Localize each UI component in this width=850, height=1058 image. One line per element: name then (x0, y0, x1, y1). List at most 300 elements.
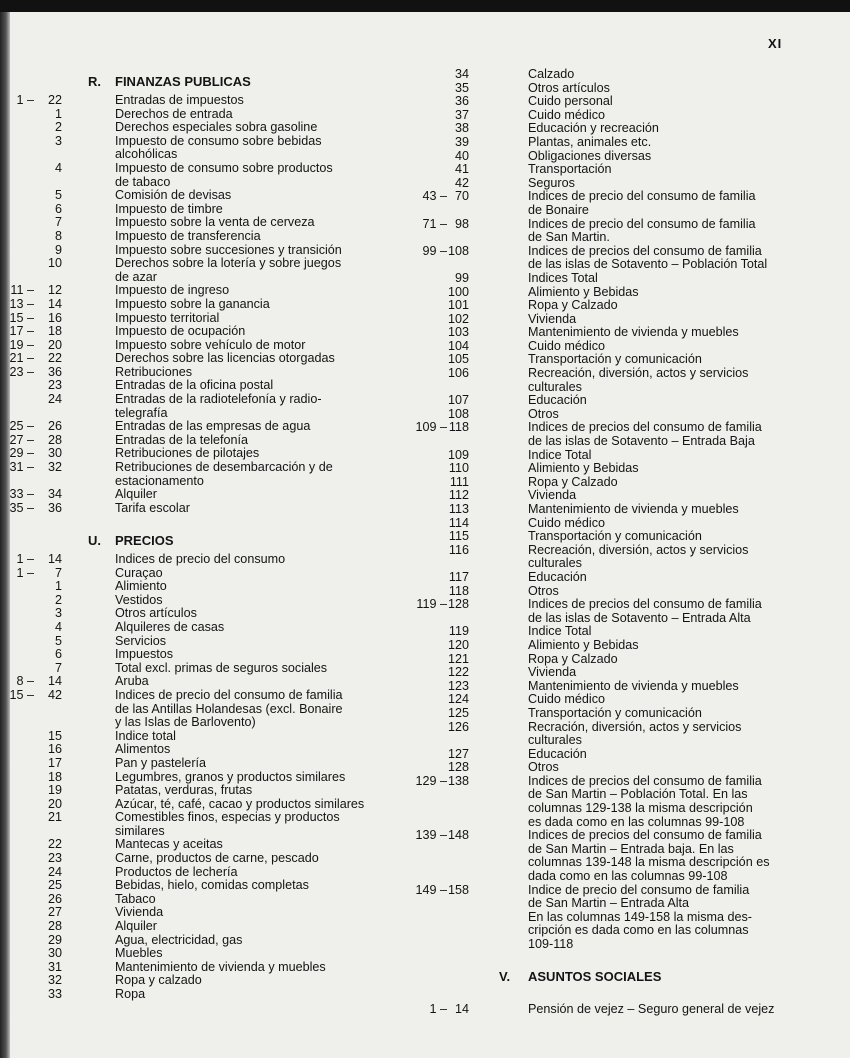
index-entry (0, 866, 420, 880)
index-entry (0, 838, 420, 852)
index-entry (0, 230, 420, 244)
entry-description: Impuesto de ingreso (115, 283, 230, 298)
entry-description: Recreación, diversión, actos y servicios (528, 542, 749, 557)
index-entry (395, 544, 795, 558)
entry-description: Retribuciones (115, 364, 193, 379)
section-spacer (0, 515, 420, 529)
column-number: 23 (47, 378, 62, 393)
entry-description: Total excl. primas de seguros sociales (115, 660, 328, 675)
column-number: 21 (47, 810, 62, 825)
column-number: 113 (448, 502, 469, 516)
column-number: 28 (47, 919, 62, 934)
index-entry (0, 988, 420, 1002)
column-number: 14 (47, 674, 62, 689)
entry-description: Seguros (528, 175, 575, 190)
index-entry (395, 884, 795, 898)
entry-description: Legumbres, granos y productos similares (115, 769, 346, 784)
entry-description: Otros (528, 583, 559, 598)
column-number: 127 (447, 746, 469, 761)
entry-description: Carne, productos de carne, pescado (115, 851, 319, 866)
column-number: 119 (448, 624, 469, 639)
index-entry (0, 434, 420, 448)
index-entry (0, 461, 420, 475)
entry-description: Indices de precio del consumo de familia (115, 687, 343, 702)
column-range-start: 13 – (9, 296, 34, 311)
column-number: 111 (449, 474, 469, 489)
column-number: 28 (47, 432, 62, 447)
index-entry (0, 675, 420, 689)
entry-description: Tabaco (115, 891, 156, 906)
entry-description: Impuesto sobre succesiones y transición (115, 242, 342, 257)
column-range-start: 109 – (415, 420, 447, 435)
entry-description: de las Antillas Holandesas (excl. Bonaire (115, 701, 343, 716)
entry-description: Educación (528, 393, 587, 408)
column-number: 108 (447, 243, 469, 258)
column-number: 70 (454, 189, 469, 204)
index-entry (0, 352, 420, 366)
entry-description: Indice Total (528, 624, 592, 639)
column-range-start: 17 – (9, 324, 34, 339)
entry-description: Indices de precio del consumo de familia (528, 216, 756, 231)
column-number: 16 (47, 310, 62, 325)
entry-description: Impuesto de consumo sobre bebidas (115, 133, 322, 148)
column-number: 121 (447, 651, 469, 666)
entry-description: de tabaco (115, 174, 171, 189)
column-number: 7 (54, 215, 62, 230)
entry-description: Patatas, verduras, frutas (115, 783, 253, 798)
column-range-start: 33 – (9, 487, 34, 502)
section-title: ASUNTOS SOCIALES (528, 969, 662, 985)
entry-description: Impuesto de consumo sobre productos (115, 160, 333, 175)
section-letter: R. (88, 74, 101, 89)
index-entry-continuation (395, 924, 795, 938)
index-entry (395, 829, 795, 843)
entry-description: Alquileres de casas (115, 619, 225, 634)
entry-description: Derechos especiales sobra gasoline (115, 120, 318, 135)
index-entry (0, 580, 420, 594)
entry-description: Comisión de devisas (115, 188, 232, 203)
column-range-start: 99 – (422, 243, 447, 258)
column-number: 118 (448, 420, 469, 435)
index-entry (0, 121, 420, 135)
entry-description: Entradas de impuestos (115, 93, 244, 107)
index-entry (395, 68, 795, 82)
index-entry (0, 852, 420, 866)
index-entry (395, 245, 795, 259)
index-entry (0, 339, 420, 353)
entry-description: Vestidos (115, 592, 163, 607)
section-title: FINANZAS PUBLICAS (115, 74, 251, 89)
column-number: 37 (454, 107, 469, 122)
index-entry (395, 367, 795, 381)
entry-description: Recración, diversión, actos y servicios (528, 719, 742, 734)
column-number: 148 (447, 828, 469, 843)
column-number: 32 (47, 973, 62, 988)
entry-description: de San Martin – Población Total. En las (528, 787, 748, 802)
entry-description: Educación (528, 746, 587, 761)
column-number: 17 (47, 755, 62, 770)
entry-description: Ropa (115, 987, 146, 1001)
index-entry (0, 906, 420, 920)
index-entry (395, 122, 795, 136)
column-number: 31 (47, 959, 62, 974)
entry-description: estacionamento (115, 473, 204, 488)
index-entry (0, 893, 420, 907)
entry-description: Vivienda (528, 488, 577, 503)
right-column (395, 68, 795, 1016)
entry-description: Productos de lechería (115, 864, 238, 879)
scan-top-border (0, 0, 850, 12)
entry-description: de San Martin. (528, 230, 610, 245)
index-entry (0, 879, 420, 893)
index-entry (0, 94, 420, 108)
index-entry (0, 135, 420, 149)
index-entry (395, 489, 795, 503)
column-number: 38 (454, 121, 469, 136)
index-entry (0, 621, 420, 635)
entry-description: de las islas de Sotavento – Entrada Baja (528, 434, 755, 449)
column-number: 116 (448, 542, 469, 557)
index-entry (0, 325, 420, 339)
column-number: 123 (447, 678, 469, 693)
entry-description: Impuesto de transferencia (115, 228, 261, 243)
entry-description: Impuesto sobre la ganancia (115, 296, 270, 311)
index-entry (0, 420, 420, 434)
column-number: 105 (447, 352, 469, 367)
column-range-start: 15 – (9, 310, 34, 325)
entry-description: Cuido médico (528, 692, 606, 707)
index-entry (0, 553, 420, 567)
column-number: 15 (47, 728, 62, 743)
entry-description: Mantecas y aceitas (115, 837, 223, 852)
column-number: 35 (454, 80, 469, 95)
index-entry (395, 353, 795, 367)
column-number: 7 (54, 660, 62, 675)
index-entry (0, 108, 420, 122)
index-entry (0, 366, 420, 380)
column-range-start: 29 – (9, 446, 34, 461)
index-entry (395, 517, 795, 531)
entry-description: Impuesto sobre vehículo de motor (115, 337, 306, 352)
index-entry (395, 571, 795, 585)
index-entry (395, 136, 795, 150)
column-number: 23 (47, 851, 62, 866)
entry-description: Servicios (115, 633, 167, 648)
column-range-start: 1 – (16, 93, 34, 107)
column-number: 16 (47, 742, 62, 757)
column-number: 98 (454, 216, 469, 231)
entry-description: Plantas, animales etc. (528, 134, 652, 149)
entry-description: y las Islas de Barlovento) (115, 715, 256, 730)
section-title: PRECIOS (115, 533, 174, 548)
column-number: 18 (47, 769, 62, 784)
entry-description: Alimiento y Bebidas (528, 461, 639, 476)
entry-description: de azar (115, 269, 158, 284)
index-entry-continuation (395, 843, 795, 857)
column-number: 117 (448, 569, 469, 584)
entry-description: Alimentos (115, 742, 171, 757)
column-range-start: 27 – (9, 432, 34, 447)
entry-description: Ropa y calzado (115, 973, 202, 988)
entry-description: culturales (528, 733, 582, 748)
section-spacer (395, 989, 795, 1003)
entry-description: de Bonaire (528, 202, 589, 217)
column-number: 110 (448, 461, 469, 476)
entry-description: de San Martin – Entrada Alta (528, 896, 690, 911)
column-number: 107 (447, 393, 469, 408)
entry-description: Impuesto de timbre (115, 201, 223, 216)
index-entry (395, 190, 795, 204)
entry-description: Curaçao (115, 565, 163, 580)
column-number: 102 (447, 311, 469, 326)
index-entry (0, 216, 420, 230)
entry-description: Mantenimiento de vivienda y muebles (528, 502, 739, 516)
index-entry (0, 393, 420, 407)
index-entry (395, 95, 795, 109)
column-number: 32 (47, 460, 62, 475)
index-entry-continuation (0, 148, 420, 162)
index-entry (0, 662, 420, 676)
index-entry (0, 162, 420, 176)
index-entry-continuation (0, 475, 420, 489)
column-number: 8 (54, 228, 62, 243)
index-entry (0, 447, 420, 461)
index-entry (0, 689, 420, 703)
column-number: 18 (47, 324, 62, 339)
entry-description: Impuestos (115, 647, 174, 662)
column-range-start: 129 – (415, 773, 447, 788)
index-entry (395, 408, 795, 422)
entry-description: Azúcar, té, café, cacao y productos similares (115, 796, 365, 811)
entry-description: Mantenimiento de vivienda y muebles (528, 325, 739, 340)
column-number: 4 (54, 160, 62, 175)
entry-description: columnas 139-148 la misma descripción es (528, 855, 770, 870)
entry-description: Obligaciones diversas (528, 148, 652, 163)
entry-description: Mantenimiento de vivienda y muebles (115, 959, 326, 974)
section-letter: U. (88, 533, 101, 548)
index-entry (0, 811, 420, 825)
index-entry (395, 177, 795, 191)
index-entry-continuation (395, 381, 795, 395)
index-entry (395, 299, 795, 313)
index-entry (0, 784, 420, 798)
index-entry-continuation (395, 856, 795, 870)
index-entry (0, 947, 420, 961)
entry-description: Impuesto sobre la venta de cerveza (115, 215, 315, 230)
column-number: 118 (448, 583, 469, 598)
index-entry (395, 313, 795, 327)
column-number: 6 (54, 647, 62, 662)
entry-description: Alimiento y Bebidas (528, 284, 639, 299)
entry-description: Indices de precios del consumo de familia (528, 773, 762, 788)
index-entry (395, 530, 795, 544)
index-entry (0, 189, 420, 203)
section-spacer (395, 952, 795, 966)
index-entry-continuation (395, 938, 795, 952)
index-entry (395, 218, 795, 232)
column-number: 128 (447, 760, 469, 775)
column-range-start: 19 – (9, 337, 34, 352)
column-number: 120 (447, 637, 469, 652)
column-number: 114 (448, 515, 469, 530)
entry-description: alcohólicas (115, 147, 178, 162)
column-number: 9 (54, 242, 62, 257)
index-entry-continuation (395, 911, 795, 925)
entry-description: Calzado (528, 67, 575, 81)
column-number: 42 (454, 175, 469, 190)
entry-description: culturales (528, 379, 582, 394)
column-number: 1 (54, 106, 62, 121)
section-heading (0, 72, 420, 92)
entry-description: Indices de precios del consumo de familia (528, 243, 762, 258)
index-entry (395, 748, 795, 762)
index-entry (0, 284, 420, 298)
index-entry (395, 666, 795, 680)
entry-description: Entradas de la oficina postal (115, 378, 274, 393)
column-number: 3 (54, 606, 62, 621)
index-entry-continuation (395, 557, 795, 571)
entry-description: de San Martin – Entrada baja. En las (528, 841, 734, 856)
column-number: 5 (54, 633, 62, 648)
entry-description: Alquiler (115, 919, 157, 934)
index-entry (395, 326, 795, 340)
index-entry (0, 798, 420, 812)
column-number: 24 (47, 392, 62, 407)
index-entry-continuation (395, 802, 795, 816)
index-entry-continuation (395, 788, 795, 802)
index-entry (395, 707, 795, 721)
column-number: 20 (47, 796, 62, 811)
index-entry-continuation (0, 176, 420, 190)
entry-description: Vivienda (528, 665, 577, 680)
index-entry (0, 757, 420, 771)
column-number: 125 (447, 705, 469, 720)
column-number: 100 (447, 284, 469, 299)
column-number: 42 (47, 687, 62, 702)
index-entry (395, 1003, 795, 1017)
column-number: 4 (54, 619, 62, 634)
entry-description: 109-118 (528, 937, 574, 951)
section-heading (0, 531, 420, 551)
entry-description: Indices de precio del consumo de familia (528, 189, 756, 204)
index-entry (395, 476, 795, 490)
entry-description: de las islas de Sotavento – Población Total (528, 257, 768, 272)
entry-description: Entradas de las empresas de agua (115, 419, 311, 434)
column-number: 22 (47, 837, 62, 852)
index-entry (0, 379, 420, 393)
entry-description: Retribuciones de desembarcación y de (115, 460, 333, 475)
entry-description: Mantenimiento de vivienda y muebles (528, 678, 739, 693)
index-entry (0, 502, 420, 516)
entry-description: columnas 129-138 la misma descripción (528, 801, 753, 816)
entry-description: Vivienda (115, 905, 164, 920)
column-number: 112 (448, 488, 469, 503)
column-number: 20 (47, 337, 62, 352)
column-number: 29 (47, 932, 62, 947)
column-number: 26 (47, 891, 62, 906)
index-entry-continuation (395, 816, 795, 830)
index-entry (395, 286, 795, 300)
column-number: 1 (54, 579, 62, 594)
column-number: 27 (47, 905, 62, 920)
index-entry (0, 488, 420, 502)
index-entry (0, 635, 420, 649)
column-number: 126 (447, 719, 469, 734)
column-number: 115 (448, 529, 469, 544)
index-entry (395, 272, 795, 286)
index-entry (395, 394, 795, 408)
index-entry (0, 920, 420, 934)
index-entry (395, 639, 795, 653)
column-range-start: 21 – (9, 351, 34, 366)
index-entry-continuation (0, 271, 420, 285)
entry-description: Pensión de vejez – Seguro general de vejez (528, 1001, 775, 1016)
index-entry (395, 585, 795, 599)
column-number: 22 (47, 351, 62, 366)
column-range-start: 25 – (9, 419, 34, 434)
index-entry (0, 934, 420, 948)
column-number: 106 (447, 366, 469, 381)
entry-description: Muebles (115, 946, 163, 961)
column-range-start: 1 – (16, 552, 34, 566)
column-number: 34 (47, 487, 62, 502)
entry-description: Alquiler (115, 487, 157, 502)
entry-description: Transportación y comunicación (528, 705, 702, 720)
column-range-start: 139 – (415, 828, 447, 843)
entry-description: Recreación, diversión, actos y servicios (528, 366, 749, 381)
index-entry (395, 340, 795, 354)
column-number: 36 (47, 500, 62, 515)
index-entry-continuation (0, 716, 420, 730)
column-number: 14 (47, 552, 62, 566)
entry-description: Derechos sobre la lotería y sobre juegos (115, 256, 342, 271)
column-number: 14 (47, 296, 62, 311)
index-entry (395, 163, 795, 177)
entry-description: Otros artículos (115, 606, 197, 621)
column-number: 33 (47, 987, 62, 1001)
page-number: XI (768, 36, 783, 51)
index-entry (395, 421, 795, 435)
entry-description: Indices de precio del consumo (115, 552, 286, 566)
column-range-start: 23 – (9, 364, 34, 379)
entry-description: Retribuciones de pilotajes (115, 446, 260, 461)
entry-description: Ropa y Calzado (528, 474, 618, 489)
column-number: 103 (447, 325, 469, 340)
index-entry-continuation (395, 204, 795, 218)
entry-description: Comestibles finos, especias y productos (115, 810, 340, 825)
column-range-start: 8 – (16, 674, 34, 689)
index-entry (0, 730, 420, 744)
column-number: 101 (447, 298, 469, 313)
column-number: 158 (447, 882, 469, 897)
entry-description: Educación (528, 569, 587, 584)
column-number: 14 (454, 1001, 469, 1016)
column-number: 40 (454, 148, 469, 163)
entry-description: Indice de precio del consumo de familia (528, 882, 750, 897)
entry-description: Tarifa escolar (115, 500, 190, 515)
section-letter: V. (499, 969, 511, 985)
index-entry (0, 257, 420, 271)
entry-description: Otros (528, 406, 559, 421)
index-entry (395, 503, 795, 517)
index-entry (0, 594, 420, 608)
column-range-start: 1 – (16, 565, 34, 580)
entry-description: Indices de precios del consumo de familia (528, 597, 762, 612)
entry-description: Derechos sobre las licencias otorgadas (115, 351, 335, 366)
column-number: 36 (454, 94, 469, 109)
entry-description: Aruba (115, 674, 149, 689)
index-entry (0, 567, 420, 581)
